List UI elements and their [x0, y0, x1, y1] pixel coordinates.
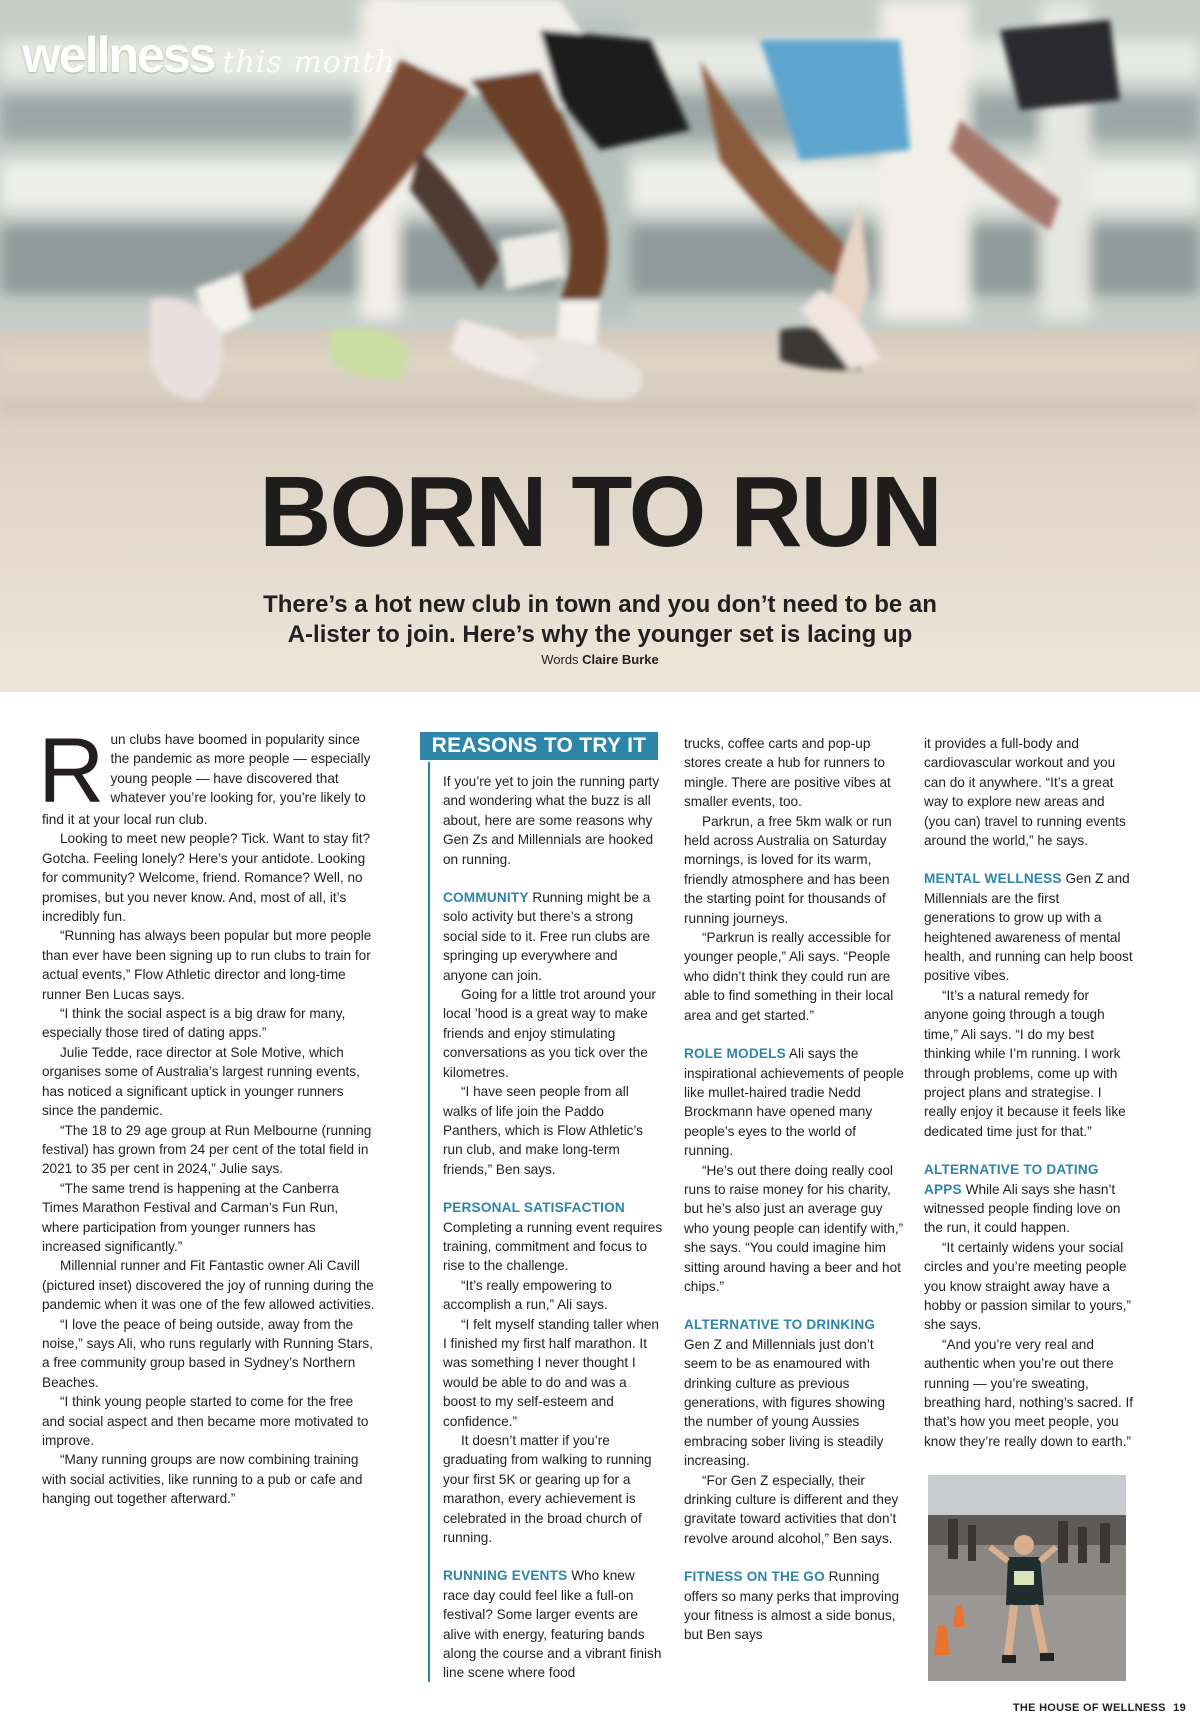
subhead: COMMUNITY — [443, 890, 529, 906]
section-lead: Ali says the inspirational achievements of people like mullet-haired tradie Nedd Brockmann have opened many people’s eyes to the world of running. — [684, 1046, 904, 1159]
subhead: MENTAL WELLNESS — [924, 871, 1062, 887]
body-paragraph: “And you’re very real and authentic when you’re out there running — you’re sweating, breathing hard, nothing’s sacred. If that’s how you meet people, you know they’re really down to earth.” — [924, 1336, 1134, 1449]
body-paragraph: Julie Tedde, race director at Sole Motive, which organises some of Australia’s largest running events, has noticed a significant uptick in younger runners since the pandemic. — [42, 1044, 360, 1119]
sidebar-section-community — [443, 888, 663, 985]
body-paragraph: “It certainly widens your social circles and you’re meeting people you know straight away have a hobby or passion similar to yours,” she says. — [924, 1239, 1132, 1333]
section-lead: Running might be a solo activity but there’s a strong social side to it. Free run clubs are springing up everywhere and anyone can join. — [443, 890, 651, 983]
body-paragraph: “It’s really empowering to accomplish a run,” Ali says. — [443, 1277, 612, 1313]
section-fitness — [684, 1567, 906, 1645]
section-dating — [924, 1160, 1134, 1238]
section-label: wellness — [22, 27, 215, 83]
subhead: ALTERNATIVE TO DRINKING — [684, 1317, 876, 1333]
body-paragraph: “It’s a natural remedy for anyone going through a tough time,” Ali says. “I do my best thinking while I’m running. I work through problems, come up with project plans and strategise. I really enjoy it because it feels like dedicated time just for that.” — [924, 987, 1126, 1139]
body-paragraph: trucks, coffee carts and pop-up stores create a hub for runners to mingle. There are positive vibes at smaller events, too. — [684, 736, 891, 810]
intro-line: whatever you’re looking for, you’re likely to — [110, 790, 366, 806]
body-paragraph: “The 18 to 29 age group at Run Melbourne (running festival) has grown from 24 per cent of the total field in 2021 to 35 per cent in 2024,” Julie says. — [42, 1122, 372, 1177]
intro-line: young people — have discovered that — [110, 770, 339, 786]
section-kicker — [22, 26, 396, 84]
section-lead: Completing a running event requires training, commitment and focus to rise to the challenge. — [443, 1219, 663, 1274]
section-role-models — [684, 1044, 906, 1160]
section-lead: Who knew race day could feel like a full-on festival? Some larger events are alive with energy, featuring bands along the course and a vibrant finish line scene where food — [443, 1568, 662, 1681]
sidebar-title: REASONS TO TRY IT — [420, 732, 658, 760]
article-column-1 — [38, 720, 378, 1509]
standfirst — [0, 590, 1200, 650]
sidebar-intro: If you’re yet to join the running party and wondering what the buzz is all about, here are some reasons why Gen Zs and Millennials are hooked on running. — [443, 774, 660, 867]
body-paragraph: Millennial runner and Fit Fantastic owner Ali Cavill (pictured inset) discovered the joy of running during the pandemic when it was one of the few allowed activities. — [42, 1258, 375, 1313]
body-paragraph: “I felt myself standing taller when I finished my first half marathon. It was something I never thought I would be able to do and was a boost to my self-esteem and confidence.” — [443, 1316, 659, 1429]
subhead: FITNESS ON THE GO — [684, 1569, 825, 1585]
sidebar-rule — [428, 762, 430, 1682]
inset-photo — [928, 1475, 1126, 1681]
body-paragraph: “For Gen Z especially, their drinking culture is different and they gravitate toward activities that don’t revolve around alcohol,” Ben says. — [684, 1472, 899, 1546]
section-lead: Gen Z and Millennials just don’t seem to be as enamoured with drinking culture as previous generations, with figures showing the number of young Aussies embracing sober living is steadily increasing. — [684, 1336, 885, 1469]
drop-cap: R — [38, 720, 105, 822]
section-mental — [924, 869, 1134, 985]
body-paragraph: Parkrun, a free 5km walk or run held across Australia on Saturday mornings, is loved for its warm, friendly atmosphere and has been the starting point for thousands of running journeys. — [684, 813, 892, 926]
sidebar-column — [443, 772, 663, 1683]
intro-line: the pandemic as more people — especially — [110, 751, 371, 767]
body-paragraph: “The same trend is happening at the Canberra Times Marathon Festival and Carman’s Fun Run, where participation from younger runners has increased significantly.” — [42, 1180, 339, 1254]
byline — [0, 652, 1200, 667]
section-drinking — [684, 1315, 906, 1470]
runners-photo — [0, 0, 1200, 692]
article-column-4 — [924, 734, 1134, 1451]
body-paragraph: “Parkrun is really accessible for younger people,” Ali says. “People who didn’t think they could run are able to find something in their local area and get started.” — [684, 930, 894, 1023]
subhead: RUNNING EVENTS — [443, 1568, 568, 1584]
intro-line: find it at your local run club. — [42, 812, 208, 827]
byline-author: Claire Burke — [582, 652, 659, 667]
body-paragraph: “Many running groups are now combining training with social activities, like running to a pub or cafe and hanging out together afterward.” — [42, 1452, 363, 1507]
sidebar-section-satisfaction — [443, 1198, 663, 1276]
section-sublabel: this month — [222, 45, 396, 80]
body-paragraph: “I have seen people from all walks of life join the Paddo Panthers, which is Flow Athletic’s run club, and make long-term friends,” Ben says. — [443, 1084, 643, 1177]
body-paragraph: “Running has always been popular but more people than ever have been signing up to run clubs to train for actual events,” Flow Athletic director and long-time runner Ben Lucas says. — [42, 928, 372, 1002]
subhead: ALTERNATIVE TO DATING APPS — [924, 1162, 1099, 1197]
section-lead: While Ali says she hasn’t witnessed people finding love on the run, it could happen. — [924, 1181, 1121, 1236]
section-lead: Gen Z and Millennials are the first generations to grow up with a heightened awareness of mental health, and running can help boost positive vibes. — [924, 871, 1133, 984]
standfirst-line: A-lister to join. Here’s why the younger set is lacing up — [287, 621, 913, 648]
page-number: 19 — [1173, 1702, 1186, 1714]
subhead: PERSONAL SATISFACTION — [443, 1200, 625, 1216]
article-column-3 — [684, 734, 906, 1645]
page-footer — [1013, 1702, 1186, 1714]
intro-line: un clubs have boomed in popularity since — [110, 732, 360, 747]
body-paragraph: It doesn’t matter if you’re graduating from walking to running your first 5K or gearing up for a marathon, every achievement is celebrated in the broad church of running. — [443, 1433, 652, 1546]
byline-label: Words — [541, 652, 579, 667]
body-paragraph: “I love the peace of being outside, away from the noise,” says Ali, who runs regularly with Running Stars, a free community group based in Sydney’s Northern Beaches. — [42, 1316, 373, 1390]
body-paragraph: Looking to meet new people? Tick. Want to stay fit? Gotcha. Feeling lonely? Here’s your antidote. Looking for community? Welcome, friend. Romance? Well, no promises, but you never know. And, most of all, it’s incredibly fun. — [42, 831, 371, 925]
body-paragraph: “He’s out there doing really cool runs to raise money for his charity, but he’s also just an average guy who young people can identify with,” she says. “You could imagine him sitting around having a beer and hot chips.” — [684, 1162, 904, 1294]
body-paragraph: “I think young people started to come for the free and social aspect and then became more motivated to improve. — [42, 1394, 369, 1448]
section-lead: Running offers so many perks that improving your fitness is almost a side bonus, but Ben says — [684, 1569, 900, 1643]
sidebar-section-events — [443, 1566, 663, 1682]
standfirst-line: There’s a hot new club in town and you don’t need to be an — [263, 591, 937, 618]
body-paragraph: “I think the social aspect is a big draw for many, especially those tired of dating apps.” — [42, 1006, 346, 1041]
page-title: BORN TO RUN — [259, 456, 941, 568]
marathon-runner-photo — [928, 1475, 1126, 1681]
hero-image — [0, 0, 1200, 692]
subhead: ROLE MODELS — [684, 1046, 786, 1062]
publication-name: THE HOUSE OF WELLNESS — [1012, 1702, 1166, 1714]
body-paragraph: it provides a full-body and cardiovascular workout and you can do it anywhere. “It’s a great way to explore new areas and (you can) travel to running events around the world,” he says. — [924, 736, 1126, 849]
body-paragraph: Going for a little trot around your local ’hood is a great way to make friends and enjoy stimulating conversations as you tick over the kilometres. — [443, 987, 656, 1080]
